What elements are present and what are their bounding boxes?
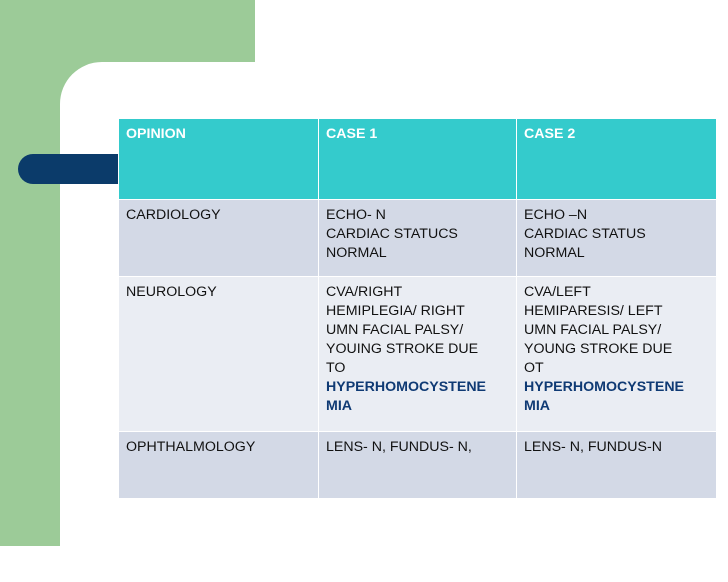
cell-line: ECHO –N: [524, 207, 588, 223]
cell-line: LENS- N, FUNDUS-N: [524, 439, 662, 455]
header-case-1: CASE 1: [319, 119, 517, 200]
cell-line: OT: [524, 360, 544, 376]
cell-line: ECHO- N: [326, 207, 386, 223]
cell-line: NORMAL: [524, 245, 585, 261]
table-header-row: [119, 119, 717, 200]
cell-opinion: NEUROLOGY: [119, 277, 319, 432]
table-row-cardiology: [119, 200, 717, 277]
cell-line: LENS- N, FUNDUS- N,: [326, 439, 472, 455]
table-row-neurology: [119, 277, 717, 432]
cell-case-2: [517, 200, 717, 277]
header-opinion: OPINION: [119, 119, 319, 200]
cell-line: YOUNG STROKE DUE: [524, 341, 673, 357]
highlight-term: MIA: [326, 398, 353, 414]
cell-line: UMN FACIAL PALSY/: [524, 322, 662, 338]
cell-line: HEMIPLEGIA/ RIGHT: [326, 303, 465, 319]
cell-line: NORMAL: [326, 245, 387, 261]
cell-case-1: [319, 432, 517, 499]
cell-line: CARDIAC STATUS: [524, 226, 646, 242]
cell-opinion: OPHTHALMOLOGY: [119, 432, 319, 499]
cell-line: TO: [326, 360, 346, 376]
highlight-term: HYPERHOMOCYSTENE: [524, 379, 685, 395]
cell-case-2: [517, 277, 717, 432]
cell-line: CVA/LEFT: [524, 284, 591, 300]
cell-case-1: [319, 200, 517, 277]
cell-case-1: [319, 277, 517, 432]
highlight-term: HYPERHOMOCYSTENE: [326, 379, 487, 395]
cell-line: HEMIPARESIS/ LEFT: [524, 303, 663, 319]
opinion-table: [118, 118, 717, 499]
cell-line: CARDIAC STATUCS: [326, 226, 458, 242]
cell-line: YOUING STROKE DUE: [326, 341, 479, 357]
table-row-ophthalmology: [119, 432, 717, 499]
cell-line: UMN FACIAL PALSY/: [326, 322, 464, 338]
cell-opinion: CARDIOLOGY: [119, 200, 319, 277]
cell-line: CVA/RIGHT: [326, 284, 403, 300]
header-case-2: CASE 2: [517, 119, 717, 200]
cell-case-2: [517, 432, 717, 499]
highlight-term: MIA: [524, 398, 551, 414]
